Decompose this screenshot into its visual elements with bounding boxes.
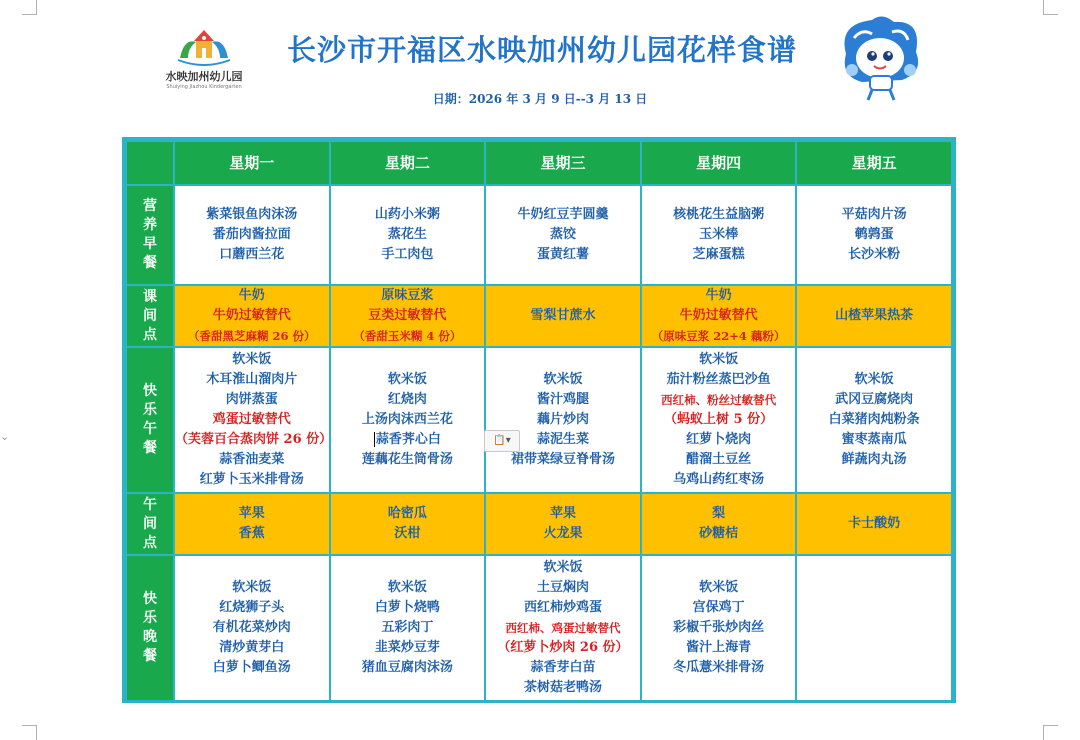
menu-item: 白萝卜烧鸭: [374, 600, 440, 615]
row-label-char: 课: [143, 288, 157, 305]
menu-item: 蒜香荠心白: [375, 432, 441, 447]
weekly-menu-table: [122, 137, 956, 703]
menu-item: 裙带菜绿豆脊骨汤: [510, 452, 615, 467]
row-label: [126, 347, 174, 493]
menu-item: 玉米棒: [699, 227, 739, 242]
menu-cell: [174, 347, 333, 493]
row-label-char: 餐: [143, 440, 157, 456]
menu-item: 牛奶红豆芋圆羹: [517, 207, 609, 222]
row-label-char: 早: [143, 236, 157, 252]
menu-item: 软米饭: [387, 372, 427, 387]
menu-item: 西红柿炒鸡蛋: [523, 600, 602, 615]
weekday-header: 星期四: [641, 141, 797, 185]
menu-item: 原味豆浆: [381, 288, 434, 303]
text-cursor: [374, 432, 375, 447]
left-margin-arrow-icon: ⌄: [0, 430, 10, 443]
menu-item: 核桃花生益脑粥: [673, 207, 765, 222]
menu-item: 藕片炒肉: [536, 412, 589, 427]
logo-subtitle: Shuiying Jiazhou Kindergarten: [166, 84, 242, 90]
menu-item: 彩椒千张炒肉丝: [673, 620, 765, 635]
menu-item: 山楂苹果热茶: [835, 308, 914, 323]
menu-item: 猪血豆腐肉沫汤: [361, 660, 453, 675]
row-label-char: 乐: [143, 610, 157, 626]
dinner-row: [126, 555, 952, 701]
menu-item: 蒜泥生菜: [536, 432, 589, 447]
row-label-char: 快: [143, 383, 157, 399]
menu-item: 乌鸡山药红枣汤: [673, 472, 765, 487]
menu-cell: [796, 555, 952, 701]
menu-item: 红萝卜烧肉: [686, 432, 752, 447]
menu-item: 软米饭: [232, 580, 272, 595]
row-label-char: 午: [143, 421, 157, 437]
menu-item: 蜜枣蒸南瓜: [841, 432, 907, 447]
menu-item: （原味豆浆 22+4 藕粉）: [651, 329, 786, 343]
menu-item: 白萝卜鲫鱼汤: [212, 660, 291, 675]
menu-item: 牛奶: [238, 288, 265, 303]
menu-item: （芙蓉百合蒸肉饼 26 份）: [175, 432, 333, 447]
morning-snack-row: [126, 285, 952, 347]
menu-cell: [174, 555, 330, 701]
paste-options-icon: 📋▾: [493, 435, 511, 446]
row-label: [126, 185, 174, 285]
afternoon-snack-row: [126, 493, 952, 555]
row-label-char: 晚: [143, 629, 157, 645]
menu-cell: [174, 285, 330, 347]
menu-item: 五彩肉丁: [381, 620, 434, 635]
page-corner-mark: [1043, 725, 1058, 740]
menu-item: （香甜玉米糊 4 份）: [353, 329, 462, 343]
weekday-header: 星期一: [174, 141, 330, 185]
menu-item: 紫菜银鱼肉沫汤: [206, 207, 298, 222]
menu-item: 酱汁鸡腿: [536, 392, 589, 407]
menu-item: 长沙米粉: [848, 247, 901, 262]
row-label: [126, 285, 174, 347]
menu-cell: [485, 347, 641, 493]
breakfast-row: [126, 185, 952, 285]
row-label-char: 餐: [143, 255, 157, 271]
menu-item: 软米饭: [699, 580, 739, 595]
menu-item: 雪梨甘蔗水: [530, 308, 596, 323]
row-label-char: 午: [143, 496, 157, 513]
menu-item: 鲜蔬肉丸汤: [841, 452, 907, 467]
row-label-char: 营: [143, 198, 157, 214]
menu-item: 苹果: [549, 506, 576, 521]
menu-item: 酱汁上海青: [686, 640, 752, 655]
row-label-char: 乐: [143, 402, 157, 418]
menu-item: 梨: [712, 506, 726, 521]
row-label-char: 快: [143, 591, 157, 607]
menu-item: 番茄肉酱拉面: [212, 227, 291, 242]
menu-item: 软米饭: [543, 560, 583, 575]
menu-item: 蒸饺: [549, 227, 576, 242]
menu-item: 蒜香芽白苗: [530, 660, 596, 675]
weekday-header: 星期五: [796, 141, 952, 185]
lunch-row: [126, 347, 952, 493]
menu-item: 哈密瓜: [387, 506, 427, 521]
menu-item: （蚂蚁上树 5 份）: [664, 412, 774, 427]
page-corner-mark: [1043, 0, 1058, 15]
menu-item: （香甜黑芝麻糊 26 份）: [188, 329, 316, 343]
page-corner-mark: [22, 725, 37, 740]
menu-cell: [485, 185, 641, 285]
menu-cell: [330, 555, 486, 701]
menu-item: 苹果: [238, 506, 265, 521]
logo-name: 水映加州幼儿园: [165, 70, 243, 83]
date-range: 日期：2026 年 3 月 9 日--3 月 13 日: [432, 92, 648, 106]
menu-cell: [641, 493, 797, 555]
menu-item: 醋溜土豆丝: [686, 452, 752, 467]
menu-item: 宫保鸡丁: [692, 600, 745, 615]
page-corner-mark: [22, 0, 37, 15]
menu-item: 茶树菇老鸭汤: [523, 680, 602, 695]
menu-item: 软米饭: [232, 352, 272, 367]
row-label: [126, 555, 174, 701]
menu-cell: [485, 555, 641, 701]
menu-item: 红烧狮子头: [219, 600, 285, 615]
menu-cell: [174, 185, 330, 285]
menu-cell: [485, 285, 641, 347]
menu-item: 牛奶: [705, 288, 732, 303]
menu-cell: [485, 493, 641, 555]
menu-item: 土豆焖肉: [536, 580, 589, 595]
menu-cell: [330, 347, 486, 493]
menu-item: 牛奶过敏替代: [212, 308, 291, 323]
row-label-char: 间: [143, 307, 157, 324]
menu-item: 牛奶过敏替代: [679, 308, 758, 323]
row-label-char: 间: [143, 515, 157, 532]
menu-item: 白菜猪肉炖粉条: [828, 412, 920, 427]
weekday-header: 星期三: [485, 141, 641, 185]
row-label-char: 点: [143, 534, 157, 551]
menu-item: 香蕉: [238, 526, 265, 541]
menu-item: 蛋黄红薯: [536, 247, 589, 262]
row-label-char: 餐: [143, 648, 157, 664]
menu-item: 砂糖桔: [699, 526, 739, 541]
kindergarten-logo: [163, 26, 245, 92]
paste-options-button[interactable]: [484, 430, 520, 452]
menu-item: 沃柑: [394, 526, 421, 541]
menu-item: 软米饭: [543, 372, 583, 387]
menu-item: 红烧肉: [387, 392, 427, 407]
menu-item: 武冈豆腐烧肉: [835, 392, 914, 407]
menu-item: 西红柿、粉丝过敏替代: [661, 393, 777, 407]
menu-item: 软米饭: [854, 372, 894, 387]
menu-cell: [174, 493, 330, 555]
menu-item: 平菇肉片汤: [841, 207, 907, 222]
menu-item: 肉饼蒸蛋: [225, 392, 278, 407]
menu-cell: [796, 347, 952, 493]
menu-item: 韭菜炒豆芽: [374, 640, 440, 655]
menu-item: 芝麻蛋糕: [692, 247, 745, 262]
weekday-header-row: [126, 141, 952, 185]
menu-cell: [641, 185, 797, 285]
menu-item: 蒸花生: [387, 227, 427, 242]
menu-item: 莲藕花生筒骨汤: [361, 452, 453, 467]
menu-cell: [641, 555, 797, 701]
menu-cell: [330, 493, 486, 555]
menu-item: 山药小米粥: [374, 207, 440, 222]
menu-item: 鹌鹑蛋: [854, 227, 894, 242]
kindergarten-logo-icon: [174, 26, 234, 66]
menu-item: 软米饭: [387, 580, 427, 595]
header-corner-cell: [126, 141, 174, 185]
menu-item: 有机花菜炒肉: [212, 620, 291, 635]
menu-item: 红萝卜玉米排骨汤: [199, 472, 304, 487]
row-label-char: 养: [143, 217, 157, 233]
menu-item: （红萝卜炒肉 26 份）: [497, 640, 629, 655]
menu-item: 豆类过敏替代: [368, 308, 447, 323]
menu-item: 茄汁粉丝蒸巴沙鱼: [666, 372, 771, 387]
menu-item: 上汤肉沫西兰花: [361, 412, 453, 427]
menu-cell: [796, 493, 952, 555]
menu-cell: [641, 285, 797, 347]
menu-item: 西红柿、鸡蛋过敏替代: [505, 621, 621, 635]
menu-item: 手工肉包: [381, 247, 434, 262]
menu-cell: [330, 185, 486, 285]
menu-cell: [796, 185, 952, 285]
mascot-icon: [832, 10, 928, 102]
menu-item: 木耳淮山溜肉片: [206, 372, 298, 387]
menu-item: 清炒黄芽白: [219, 640, 285, 655]
menu-item: 蒜香油麦菜: [219, 452, 285, 467]
menu-cell: [796, 285, 952, 347]
menu-item: 鸡蛋过敏替代: [212, 412, 291, 427]
weekday-header: 星期二: [330, 141, 486, 185]
menu-item: 冬瓜薏米排骨汤: [673, 660, 765, 675]
row-label: [126, 493, 174, 555]
menu-cell: [330, 285, 486, 347]
menu-cell: [641, 347, 797, 493]
menu-item: 口蘑西兰花: [219, 247, 285, 262]
page-title: 长沙市开福区水映加州幼儿园花样食谱: [286, 33, 797, 67]
menu-item: 火龙果: [543, 526, 583, 541]
menu-item: 软米饭: [699, 352, 739, 367]
row-label-char: 点: [143, 326, 157, 343]
menu-item: 卡士酸奶: [848, 516, 901, 531]
